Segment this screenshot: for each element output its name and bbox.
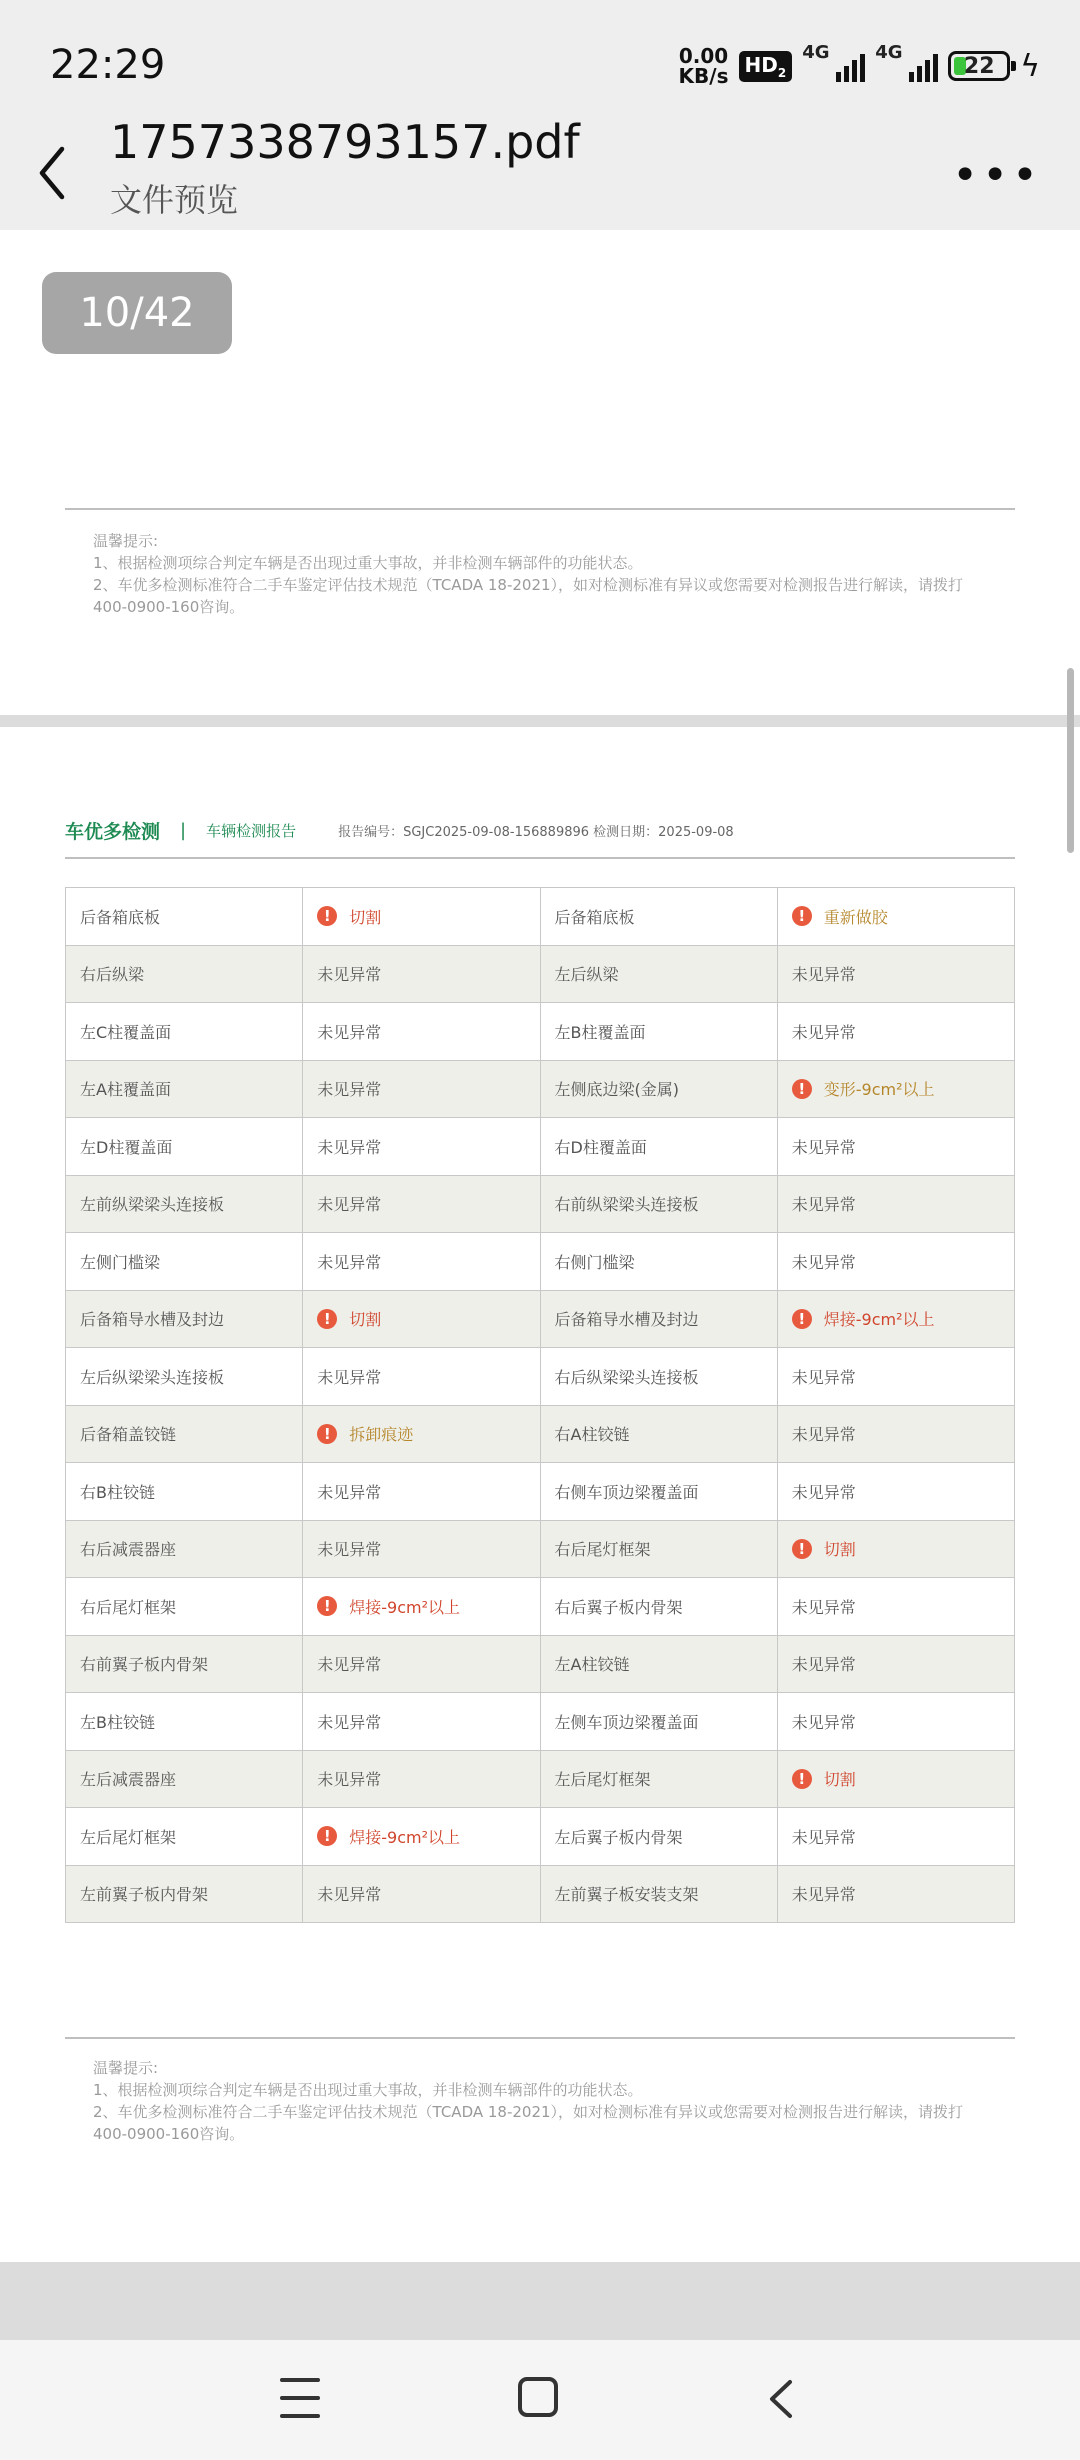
battery-level: 22 <box>963 53 995 79</box>
signal-1-label: 4G <box>802 42 830 63</box>
warning-result <box>317 1825 460 1848</box>
warning-result <box>792 1537 856 1560</box>
warning-icon: ! <box>792 1769 812 1789</box>
result-cell: 未见异常 <box>303 1348 540 1406</box>
chevron-left-icon <box>30 135 80 205</box>
table-row <box>66 1693 1015 1751</box>
tips-line: 400-0900-160咨询。 <box>93 2125 245 2143</box>
tips-heading: 温馨提示: <box>93 2059 159 2077</box>
result-cell: 未见异常 <box>777 1578 1014 1636</box>
warning-result <box>792 1767 856 1790</box>
brand-logo: 车优多检测 <box>65 821 161 843</box>
table-row <box>66 1865 1015 1923</box>
table-row <box>66 1520 1015 1578</box>
warning-icon: ! <box>792 1309 812 1329</box>
status-bar <box>0 0 1080 120</box>
result-cell: 未见异常 <box>777 1808 1014 1866</box>
signal-2-icon <box>875 42 938 82</box>
warning-text: 重新做胶 <box>823 907 888 927</box>
tips-line: 400-0900-160咨询。 <box>93 598 245 616</box>
menu-icon[interactable] <box>280 2378 320 2418</box>
part-name-cell: 左A柱覆盖面 <box>66 1060 303 1118</box>
part-name-cell: 后备箱底板 <box>540 888 777 946</box>
tips-block <box>93 530 993 618</box>
part-name-cell: 后备箱底板 <box>66 888 303 946</box>
result-cell <box>777 1290 1014 1348</box>
part-name-cell: 左B柱铰链 <box>66 1693 303 1751</box>
table-row <box>66 888 1015 946</box>
result-cell <box>777 1520 1014 1578</box>
table-row <box>66 1233 1015 1291</box>
table-row <box>66 1463 1015 1521</box>
home-icon[interactable] <box>518 2377 558 2417</box>
tips-line: 2、车优多检测标准符合二手车鉴定评估技术规范（TCADA 18-2021），如对检测标准有异议或您需要对检测报告进行解读，请拨打 <box>93 2103 964 2121</box>
result-cell: 未见异常 <box>777 1175 1014 1233</box>
part-name-cell: 右前翼子板内骨架 <box>66 1635 303 1693</box>
part-name-cell: 左侧门槛梁 <box>66 1233 303 1291</box>
warning-text: 切割 <box>349 907 382 927</box>
table-row <box>66 1750 1015 1808</box>
result-cell: 未见异常 <box>303 1060 540 1118</box>
result-cell: 未见异常 <box>777 1865 1014 1923</box>
table-row <box>66 1003 1015 1061</box>
part-name-cell: 右侧车顶边梁覆盖面 <box>540 1463 777 1521</box>
warning-text: 切割 <box>823 1770 856 1790</box>
result-cell: 未见异常 <box>303 1693 540 1751</box>
result-cell: 未见异常 <box>303 1233 540 1291</box>
table-row <box>66 1635 1015 1693</box>
result-cell <box>303 1405 540 1463</box>
result-cell <box>777 1750 1014 1808</box>
warning-result <box>792 1077 935 1100</box>
result-cell <box>777 888 1014 946</box>
result-cell: 未见异常 <box>777 1693 1014 1751</box>
warning-result <box>317 905 381 928</box>
warning-icon: ! <box>792 906 812 926</box>
table-row <box>66 1405 1015 1463</box>
scrollbar-thumb[interactable] <box>1067 668 1074 853</box>
divider <box>65 2037 1015 2039</box>
back-button[interactable] <box>30 135 80 205</box>
inspection-table <box>65 887 1015 1923</box>
status-time: 22:29 <box>50 42 166 88</box>
result-cell: 未见异常 <box>777 1635 1014 1693</box>
result-cell <box>303 1578 540 1636</box>
tips-line: 2、车优多检测标准符合二手车鉴定评估技术规范（TCADA 18-2021），如对检测标准有异议或您需要对检测报告进行解读，请拨打 <box>93 576 964 594</box>
result-cell: 未见异常 <box>777 1348 1014 1406</box>
result-cell: 未见异常 <box>303 1750 540 1808</box>
tips-block <box>93 2057 993 2145</box>
part-name-cell: 右后纵梁梁头连接板 <box>540 1348 777 1406</box>
warning-text: 焊接-9cm²以上 <box>349 1597 461 1617</box>
part-name-cell: 左后减震器座 <box>66 1750 303 1808</box>
pdf-page-current <box>0 727 1080 2262</box>
result-cell: 未见异常 <box>777 1463 1014 1521</box>
part-name-cell: 左后尾灯框架 <box>66 1808 303 1866</box>
header-separator: | <box>180 820 187 841</box>
part-name-cell: 左B柱覆盖面 <box>540 1003 777 1061</box>
warning-result <box>317 1422 413 1445</box>
part-name-cell: 左C柱覆盖面 <box>66 1003 303 1061</box>
divider <box>65 857 1015 859</box>
table-row <box>66 1290 1015 1348</box>
warning-icon: ! <box>317 1309 337 1329</box>
part-name-cell: 右后尾灯框架 <box>66 1578 303 1636</box>
result-cell: 未见异常 <box>777 1233 1014 1291</box>
tips-line: 1、根据检测项综合判定车辆是否出现过重大事故，并非检测车辆部件的功能状态。 <box>93 554 643 572</box>
result-cell <box>303 1808 540 1866</box>
part-name-cell: 右后纵梁 <box>66 945 303 1003</box>
part-name-cell: 左A柱铰链 <box>540 1635 777 1693</box>
part-name-cell: 右A柱铰链 <box>540 1405 777 1463</box>
document-title: 1757338793157.pdf <box>110 115 580 169</box>
part-name-cell: 左前翼子板内骨架 <box>66 1865 303 1923</box>
result-cell: 未见异常 <box>303 1520 540 1578</box>
report-header <box>65 817 1015 844</box>
part-name-cell: 左前翼子板安装支架 <box>540 1865 777 1923</box>
part-name-cell: 左后翼子板内骨架 <box>540 1808 777 1866</box>
net-speed-value: 0.00 <box>678 44 729 68</box>
table-row <box>66 1118 1015 1176</box>
part-name-cell: 左侧车顶边梁覆盖面 <box>540 1693 777 1751</box>
part-name-cell: 右D柱覆盖面 <box>540 1118 777 1176</box>
part-name-cell: 右后尾灯框架 <box>540 1520 777 1578</box>
result-cell <box>303 888 540 946</box>
part-name-cell: 左侧底边梁(金属) <box>540 1060 777 1118</box>
result-cell: 未见异常 <box>303 1463 540 1521</box>
divider <box>65 508 1015 510</box>
table-row <box>66 1060 1015 1118</box>
more-horizontal-icon: ••• <box>952 150 1042 201</box>
status-icons <box>678 42 1040 88</box>
hd-icon <box>739 51 793 82</box>
result-cell: 未见异常 <box>303 1003 540 1061</box>
warning-result <box>792 1307 935 1330</box>
result-cell <box>303 1290 540 1348</box>
document-subtitle: 文件预览 <box>110 181 239 219</box>
result-cell: 未见异常 <box>303 1865 540 1923</box>
part-name-cell: 左后纵梁梁头连接板 <box>66 1348 303 1406</box>
report-type: 车辆检测报告 <box>206 822 297 840</box>
table-row <box>66 945 1015 1003</box>
warning-text: 变形-9cm²以上 <box>823 1080 935 1100</box>
hd-sub-label: 2 <box>777 65 787 80</box>
warning-result <box>792 905 888 928</box>
part-name-cell: 左后纵梁 <box>540 945 777 1003</box>
table-row <box>66 1348 1015 1406</box>
pdf-page-previous <box>0 230 1080 715</box>
report-meta: 报告编号：SGJC2025-09-08-156889896 检测日期：2025-09-08 <box>338 825 734 840</box>
warning-icon: ! <box>317 1424 337 1444</box>
result-cell: 未见异常 <box>777 1118 1014 1176</box>
pdf-viewer[interactable] <box>0 230 1080 2340</box>
result-cell: 未见异常 <box>303 1175 540 1233</box>
part-name-cell: 右前纵梁梁头连接板 <box>540 1175 777 1233</box>
signal-2-label: 4G <box>875 42 903 63</box>
part-name-cell: 右后翼子板内骨架 <box>540 1578 777 1636</box>
back-icon[interactable] <box>762 2376 802 2422</box>
result-cell <box>777 1060 1014 1118</box>
table-row <box>66 1175 1015 1233</box>
result-cell: 未见异常 <box>303 1118 540 1176</box>
warning-text: 拆卸痕迹 <box>349 1425 414 1445</box>
battery-icon <box>948 51 1010 81</box>
warning-icon: ! <box>317 1826 337 1846</box>
part-name-cell: 后备箱盖铰链 <box>66 1405 303 1463</box>
warning-text: 切割 <box>823 1540 856 1560</box>
part-name-cell: 右后减震器座 <box>66 1520 303 1578</box>
warning-result <box>317 1595 460 1618</box>
table-row <box>66 1578 1015 1636</box>
warning-text: 切割 <box>349 1310 382 1330</box>
table-row <box>66 1808 1015 1866</box>
net-speed <box>679 46 729 86</box>
tips-heading: 温馨提示: <box>93 532 159 550</box>
part-name-cell: 左前纵梁梁头连接板 <box>66 1175 303 1233</box>
more-options-button[interactable] <box>952 150 1042 201</box>
part-name-cell: 左D柱覆盖面 <box>66 1118 303 1176</box>
part-name-cell: 右B柱铰链 <box>66 1463 303 1521</box>
warning-icon: ! <box>317 1596 337 1616</box>
result-cell: 未见异常 <box>303 945 540 1003</box>
app-header <box>0 115 1080 230</box>
part-name-cell: 左后尾灯框架 <box>540 1750 777 1808</box>
part-name-cell: 后备箱导水槽及封边 <box>66 1290 303 1348</box>
result-cell: 未见异常 <box>777 945 1014 1003</box>
warning-icon: ! <box>792 1539 812 1559</box>
result-cell: 未见异常 <box>777 1003 1014 1061</box>
result-cell: 未见异常 <box>303 1635 540 1693</box>
warning-text: 焊接-9cm²以上 <box>823 1310 935 1330</box>
net-speed-unit: KB/s <box>678 64 729 88</box>
tips-line: 1、根据检测项综合判定车辆是否出现过重大事故，并非检测车辆部件的功能状态。 <box>93 2081 643 2099</box>
warning-text: 焊接-9cm²以上 <box>349 1827 461 1847</box>
warning-icon: ! <box>317 906 337 926</box>
hd-label: HD <box>744 52 778 77</box>
warning-icon: ! <box>792 1079 812 1099</box>
warning-result <box>317 1307 381 1330</box>
page-indicator: 10/42 <box>42 272 232 354</box>
charging-icon: ϟ <box>1020 48 1040 84</box>
part-name-cell: 右侧门槛梁 <box>540 1233 777 1291</box>
system-nav-bar <box>0 2340 1080 2460</box>
result-cell: 未见异常 <box>777 1405 1014 1463</box>
signal-1-icon <box>802 42 865 82</box>
part-name-cell: 后备箱导水槽及封边 <box>540 1290 777 1348</box>
